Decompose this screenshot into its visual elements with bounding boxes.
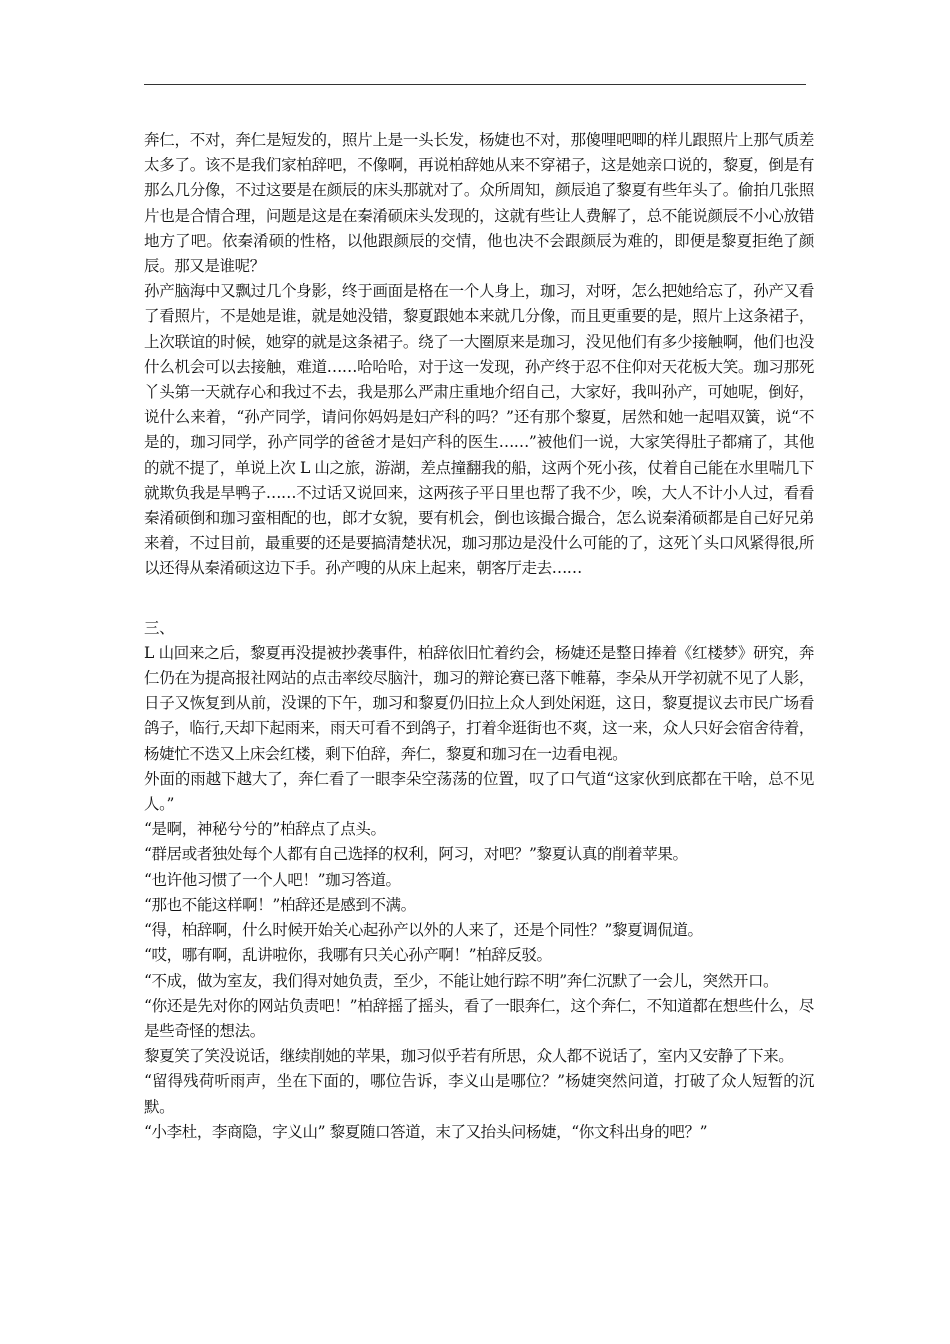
paragraph: 奔仁，不对，奔仁是短发的，照片上是一头长发，杨婕也不对，那傻哩吧唧的样儿跟照片上那气质差太多了。该不是我们家柏辞吧，不像啊，再说柏辞她从来不穿裙子，这是她亲口说的，黎夏，倒是有那么几分像，不过这要是在颜辰的床头那就对了。众所周知，颜辰追了黎夏有些年头了。偷拍几张照片也是合情合理，问题是这是在秦淆硕床头发现的，这就有些让人费解了，总不能说颜辰不小心放错地方了吧。依秦淆硕的性格，以他跟颜辰的交情，他也决不会跟颜辰为难的，即便是黎夏拒绝了颜辰。那又是谁呢？	[144, 131, 814, 276]
dialogue-line: “哎，哪有啊，乱讲啦你，我哪有只关心孙产啊！”柏辞反驳。	[144, 946, 552, 965]
document-body	[144, 128, 814, 1145]
dialogue-line: “群居或者独处每个人都有自己选择的权利，阿习，对吧？”黎夏认真的削着苹果。	[144, 845, 688, 864]
section-heading: 三、	[144, 618, 175, 637]
dialogue-line: “你还是先对你的网站负责吧！”柏辞摇了摇头，看了一眼奔仁，这个奔仁，不知道都在想些什么，尽是些奇怪的想法。	[144, 996, 814, 1040]
section-spacer	[144, 582, 814, 616]
dialogue-line: “不成，做为室友，我们得对她负责，至少，不能让她行踪不明”奔仁沉默了一会儿，突然开口。	[144, 971, 779, 990]
dialogue-line: “得，柏辞啊，什么时候开始关心起孙产以外的人来了，还是个同性？”黎夏调侃道。	[144, 921, 703, 940]
paragraph: 孙产脑海中又飘过几个身影，终于画面是格在一个人身上，珈习，对呀，怎么把她给忘了，孙产又看了看照片，不是她是谁，就是她没错，黎夏跟她本来就几分像，而且更重要的是，照片上这条裙子，上次联谊的时候，她穿的就是这条裙子。绕了一大圈原来是珈习，没见他们有多少接触啊，他们也没什么机会可以去接触，难道……哈哈哈，对于这一发现，孙产终于忍不住仰对天花板大笑。珈习那死丫头第一天就存心和我过不去，我是那么严肃庄重地介绍自己，大家好，我叫孙产，可她呢，倒好，说什么来着，“孙产同学，请问你妈妈是妇产科的吗？”还有那个黎夏，居然和她一起唱双簧，说“不是的，珈习同学，孙产同学的爸爸才是妇产科的医生……”被他们一说，大家笑得肚子都痛了，其他的就不提了，单说上次 L 山之旅，游湖，差点撞翻我的船，这两个死小孩，仗着自己能在水里喘几下就欺负我是旱鸭子……不过话又说回来，这两孩子平日里也帮了我不少，唉，大人不计小人过，看看秦淆硕倒和珈习蛮相配的也，郎才女貌，要有机会，倒也该撮合撮合，怎么说秦淆硕都是自己好兄弟来着，不过目前，最重要的还是要搞清楚状况，珈习那边是没什么可能的了，这死丫头口风紧得很,所以还得从秦淆硕这边下手。孙产嗖的从床上起来，朝客厅走去……	[144, 282, 814, 578]
header-rule	[144, 84, 806, 85]
paragraph: L 山回来之后，黎夏再没提被抄袭事件，柏辞依旧忙着约会，杨婕还是整日捧着《红楼梦》研究，奔仁仍在为提高报社网站的点击率绞尽脑汁，珈习的辩论赛已落下帷幕，李朵从开学初就不见了人影，日子又恢复到从前，没课的下午，珈习和黎夏仍旧拉上众人到处闲逛，这日，黎夏提议去市民广场看鸽子，临行,天却下起雨来，雨天可看不到鸽子，打着伞逛街也不爽，这一来，众人只好会宿舍待着，杨婕忙不迭又上床会红楼，剩下伯辞，奔仁，黎夏和珈习在一边看电视。	[144, 643, 814, 763]
paragraph: 外面的雨越下越大了，奔仁看了一眼李朵空荡荡的位置，叹了口气道“这家伙到底都在干啥，总不见人。”	[144, 769, 814, 814]
paragraph: 黎夏笑了笑没说话，继续削她的苹果，珈习似乎若有所思，众人都不说话了，室内又安静了下来。	[144, 1047, 794, 1066]
dialogue-line: “那也不能这样啊！”柏辞还是感到不满。	[144, 895, 416, 914]
dialogue-line: “小李杜，李商隐，字义山” 黎夏随口答道，末了又抬头问杨婕，“你文科出身的吧？”	[144, 1122, 708, 1141]
dialogue-line: “留得残荷听雨声，坐在下面的，哪位告诉，李义山是哪位？”杨婕突然问道，打破了众人短暂的沉默。	[144, 1072, 814, 1116]
dialogue-line: “是啊，神秘兮兮的”柏辞点了点头。	[144, 820, 386, 839]
dialogue-line: “也许他习惯了一个人吧！”珈习答道。	[144, 870, 401, 889]
